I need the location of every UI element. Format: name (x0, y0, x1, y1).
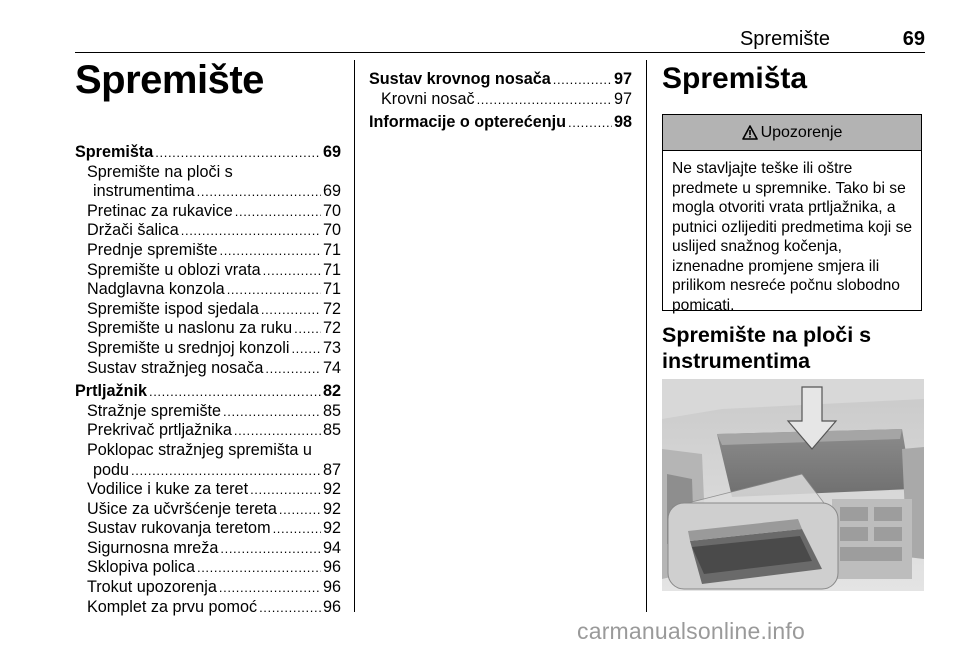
warning-text: Ne stavljajte teške ili oštre predmete u spremnike. Tako bi se mogla otvoriti vrata prtljažnika, a putnici ozlijediti predmetima koji se uslijed snažnog kočenja, iznenadne promjene smjera ili prilikom nesreće počnu slobodno pomicati. (672, 160, 913, 314)
toc-entry[interactable] (75, 598, 341, 618)
toc-entry-page: 70 (322, 201, 341, 220)
toc-leader-dots (219, 578, 321, 598)
toc-entry-page: 96 (322, 558, 341, 577)
toc-entry[interactable] (75, 241, 341, 261)
toc-entry-label: podu (93, 460, 130, 479)
toc-entry[interactable] (75, 382, 341, 402)
toc-entry[interactable] (75, 441, 341, 461)
toc-entry[interactable] (75, 480, 341, 500)
toc-leader-dots (250, 480, 321, 500)
toc-entry-label: Pretinac za rukavice (87, 201, 233, 220)
toc-entry-page: 92 (322, 519, 341, 538)
toc-entry-label: Prekrivač prtljažnika (87, 421, 232, 440)
toc-entry-page: 70 (322, 221, 341, 240)
toc-leader-dots (259, 598, 321, 618)
toc-leader-dots (197, 558, 321, 578)
toc-entry-label: Sustav stražnjeg nosača (87, 358, 264, 377)
toc-entry[interactable] (75, 519, 341, 539)
toc-entry-label: Spremište u oblozi vrata (87, 260, 261, 279)
warning-header (663, 115, 921, 151)
toc-entry[interactable] (75, 359, 341, 379)
toc-entry-label: Spremište u srednjoj konzoli (87, 338, 290, 357)
toc-leader-dots (553, 70, 612, 90)
running-header (75, 28, 925, 53)
toc-leader-dots (155, 143, 321, 163)
toc-entry-label: Držači šalica (87, 221, 179, 240)
toc-entry[interactable] (75, 280, 341, 300)
toc-entry[interactable] (75, 261, 341, 281)
table-of-contents-left (75, 143, 341, 617)
toc-entry-page: 92 (322, 480, 341, 499)
toc-leader-dots (265, 359, 321, 379)
toc-entry-page: 82 (322, 382, 341, 401)
toc-entry-page: 69 (322, 182, 341, 201)
toc-leader-dots (227, 280, 321, 300)
toc-leader-dots (279, 500, 321, 520)
toc-leader-dots (261, 300, 321, 320)
toc-entry-page: 92 (322, 499, 341, 518)
subsection-title: Spremište na ploči s instrumentima (662, 323, 872, 373)
toc-entry-label: Sustav rukovanja teretom (87, 519, 271, 538)
toc-entry-page: 73 (322, 338, 341, 357)
toc-entry[interactable] (75, 163, 341, 183)
toc-entry-page: 71 (322, 280, 341, 299)
toc-entry-label: Vodilice i kuke za teret (87, 480, 249, 499)
toc-entry-page: 72 (322, 319, 341, 338)
toc-entry-page: 97 (613, 70, 632, 88)
dashboard-storage-photo (662, 379, 924, 591)
toc-entry-label: Prtljažnik (75, 382, 147, 401)
toc-entry-page: 74 (322, 358, 341, 377)
toc-leader-dots (273, 519, 321, 539)
chapter-title: Spremište (75, 58, 264, 102)
toc-entry-page: 94 (322, 538, 341, 557)
toc-entry[interactable] (75, 421, 341, 441)
toc-entry-label: Sigurnosna mreža (87, 538, 219, 557)
toc-entry[interactable] (75, 143, 341, 163)
toc-entry-label: Krovni nosač (381, 89, 475, 108)
toc-entry-label: Spremište ispod sjedala (87, 299, 259, 318)
toc-entry[interactable] (75, 182, 341, 202)
toc-entry[interactable] (75, 539, 341, 559)
toc-entry-label: Komplet za prvu pomoć (87, 597, 258, 616)
toc-entry-page: 85 (322, 421, 341, 440)
toc-entry-page: 71 (322, 240, 341, 259)
column-divider (354, 60, 355, 612)
toc-leader-dots (197, 182, 321, 202)
toc-entry-label: instrumentima (93, 182, 195, 201)
toc-entry-label: Prednje spremište (87, 240, 218, 259)
toc-entry-page: 72 (322, 299, 341, 318)
toc-entry-page: 96 (322, 578, 341, 597)
toc-leader-dots (149, 382, 321, 402)
toc-entry[interactable] (369, 113, 632, 133)
toc-entry[interactable] (75, 402, 341, 422)
toc-leader-dots (223, 402, 321, 422)
toc-entry-label: Sustav krovnog nosača (369, 70, 551, 88)
toc-leader-dots (477, 90, 612, 110)
toc-entry[interactable] (369, 70, 632, 90)
warning-triangle-icon (742, 125, 758, 140)
toc-entry-label: Informacije o opterećenju (369, 113, 566, 132)
toc-leader-dots (131, 461, 321, 481)
toc-entry[interactable] (75, 221, 341, 241)
section-title: Spremišta (662, 62, 808, 95)
toc-entry-page: 98 (613, 113, 632, 132)
warning-box (662, 114, 922, 314)
toc-entry-page: 85 (322, 401, 341, 420)
toc-entry-label: Poklopac stražnjeg spremišta u (87, 440, 312, 459)
toc-entry[interactable] (75, 578, 341, 598)
table-of-contents-right (369, 70, 632, 133)
toc-entry-page: 96 (322, 597, 341, 616)
toc-entry[interactable] (75, 339, 341, 359)
toc-leader-dots (181, 221, 321, 241)
toc-entry[interactable] (369, 90, 632, 110)
toc-leader-dots (263, 261, 321, 281)
toc-entry[interactable] (75, 319, 341, 339)
toc-entry-page: 97 (613, 89, 632, 108)
toc-entry-label: Trokut upozorenja (87, 578, 217, 597)
toc-entry[interactable] (75, 558, 341, 578)
toc-entry-label: Spremišta (75, 143, 154, 161)
toc-entry-label: Stražnje spremište (87, 401, 222, 420)
toc-entry[interactable] (75, 300, 341, 320)
toc-entry[interactable] (75, 500, 341, 520)
toc-entry-page: 71 (322, 260, 341, 279)
toc-leader-dots (235, 202, 321, 222)
header-title: Spremište (739, 28, 830, 50)
column-divider (646, 60, 647, 612)
toc-leader-dots (294, 319, 321, 339)
toc-leader-dots (219, 241, 321, 261)
toc-entry-label: Spremište u naslonu za ruku (87, 319, 293, 338)
watermark: carmanualsonline.info (577, 618, 805, 644)
toc-entry-label: Spremište na ploči s (87, 162, 233, 181)
toc-leader-dots (234, 421, 321, 441)
toc-leader-dots (220, 539, 321, 559)
toc-entry-page: 69 (322, 143, 341, 161)
toc-entry-label: Nadglavna konzola (87, 280, 225, 299)
toc-entry-page: 87 (322, 460, 341, 479)
toc-entry[interactable] (75, 202, 341, 222)
page-number: 69 (902, 28, 925, 50)
toc-entry-label: Sklopiva polica (87, 558, 195, 577)
warning-title: Upozorenje (760, 123, 843, 141)
toc-entry[interactable] (75, 461, 341, 481)
toc-leader-dots (568, 113, 612, 133)
toc-leader-dots (291, 339, 321, 359)
toc-entry-label: Ušice za učvršćenje tereta (87, 499, 277, 518)
